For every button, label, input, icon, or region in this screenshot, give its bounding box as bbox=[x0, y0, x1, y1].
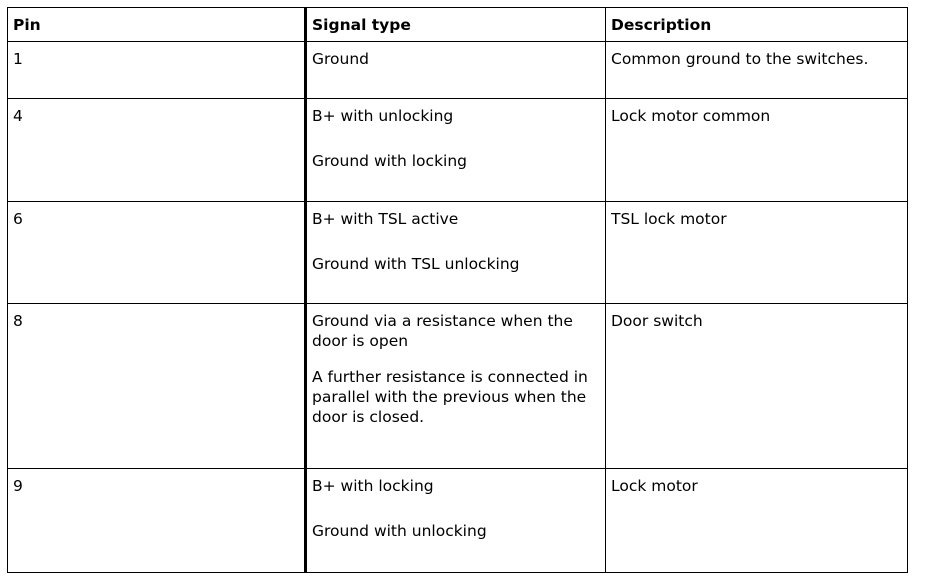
signal-text: Ground bbox=[312, 50, 370, 68]
signal-text: Ground via a resistance when the door is open bbox=[312, 312, 573, 350]
signal-cell bbox=[306, 99, 606, 202]
signal-cell bbox=[306, 304, 606, 469]
table-row bbox=[8, 202, 908, 304]
pin-cell: 4 bbox=[8, 99, 306, 202]
header-signal-type: Signal type bbox=[306, 8, 606, 42]
table-header-row bbox=[8, 8, 908, 42]
pin-cell: 8 bbox=[8, 304, 306, 469]
description-cell: Door switch bbox=[606, 304, 908, 469]
pin-cell: 9 bbox=[8, 469, 306, 573]
signal-text: Ground with locking bbox=[312, 152, 468, 170]
pin-cell: 1 bbox=[8, 42, 306, 99]
pin-cell: 6 bbox=[8, 202, 306, 304]
description-cell: Lock motor bbox=[606, 469, 908, 573]
signal-cell bbox=[306, 202, 606, 304]
table-row bbox=[8, 42, 908, 99]
description-cell: TSL lock motor bbox=[606, 202, 908, 304]
signal-text: B+ with unlocking bbox=[312, 107, 454, 125]
header-pin: Pin bbox=[8, 8, 306, 42]
pin-table bbox=[7, 7, 908, 573]
signal-text: Ground with unlocking bbox=[312, 522, 487, 540]
signal-text: B+ with TSL active bbox=[312, 210, 459, 228]
signal-cell bbox=[306, 469, 606, 573]
description-cell: Common ground to the switches. bbox=[606, 42, 908, 99]
table-row bbox=[8, 304, 908, 469]
header-description: Description bbox=[606, 8, 908, 42]
signal-text: Ground with TSL unlocking bbox=[312, 255, 520, 273]
table-row bbox=[8, 469, 908, 573]
table-row bbox=[8, 99, 908, 202]
description-cell: Lock motor common bbox=[606, 99, 908, 202]
signal-cell bbox=[306, 42, 606, 99]
signal-text: B+ with locking bbox=[312, 477, 434, 495]
signal-text: A further resistance is connected in parallel with the previous when the door is closed. bbox=[312, 368, 588, 426]
